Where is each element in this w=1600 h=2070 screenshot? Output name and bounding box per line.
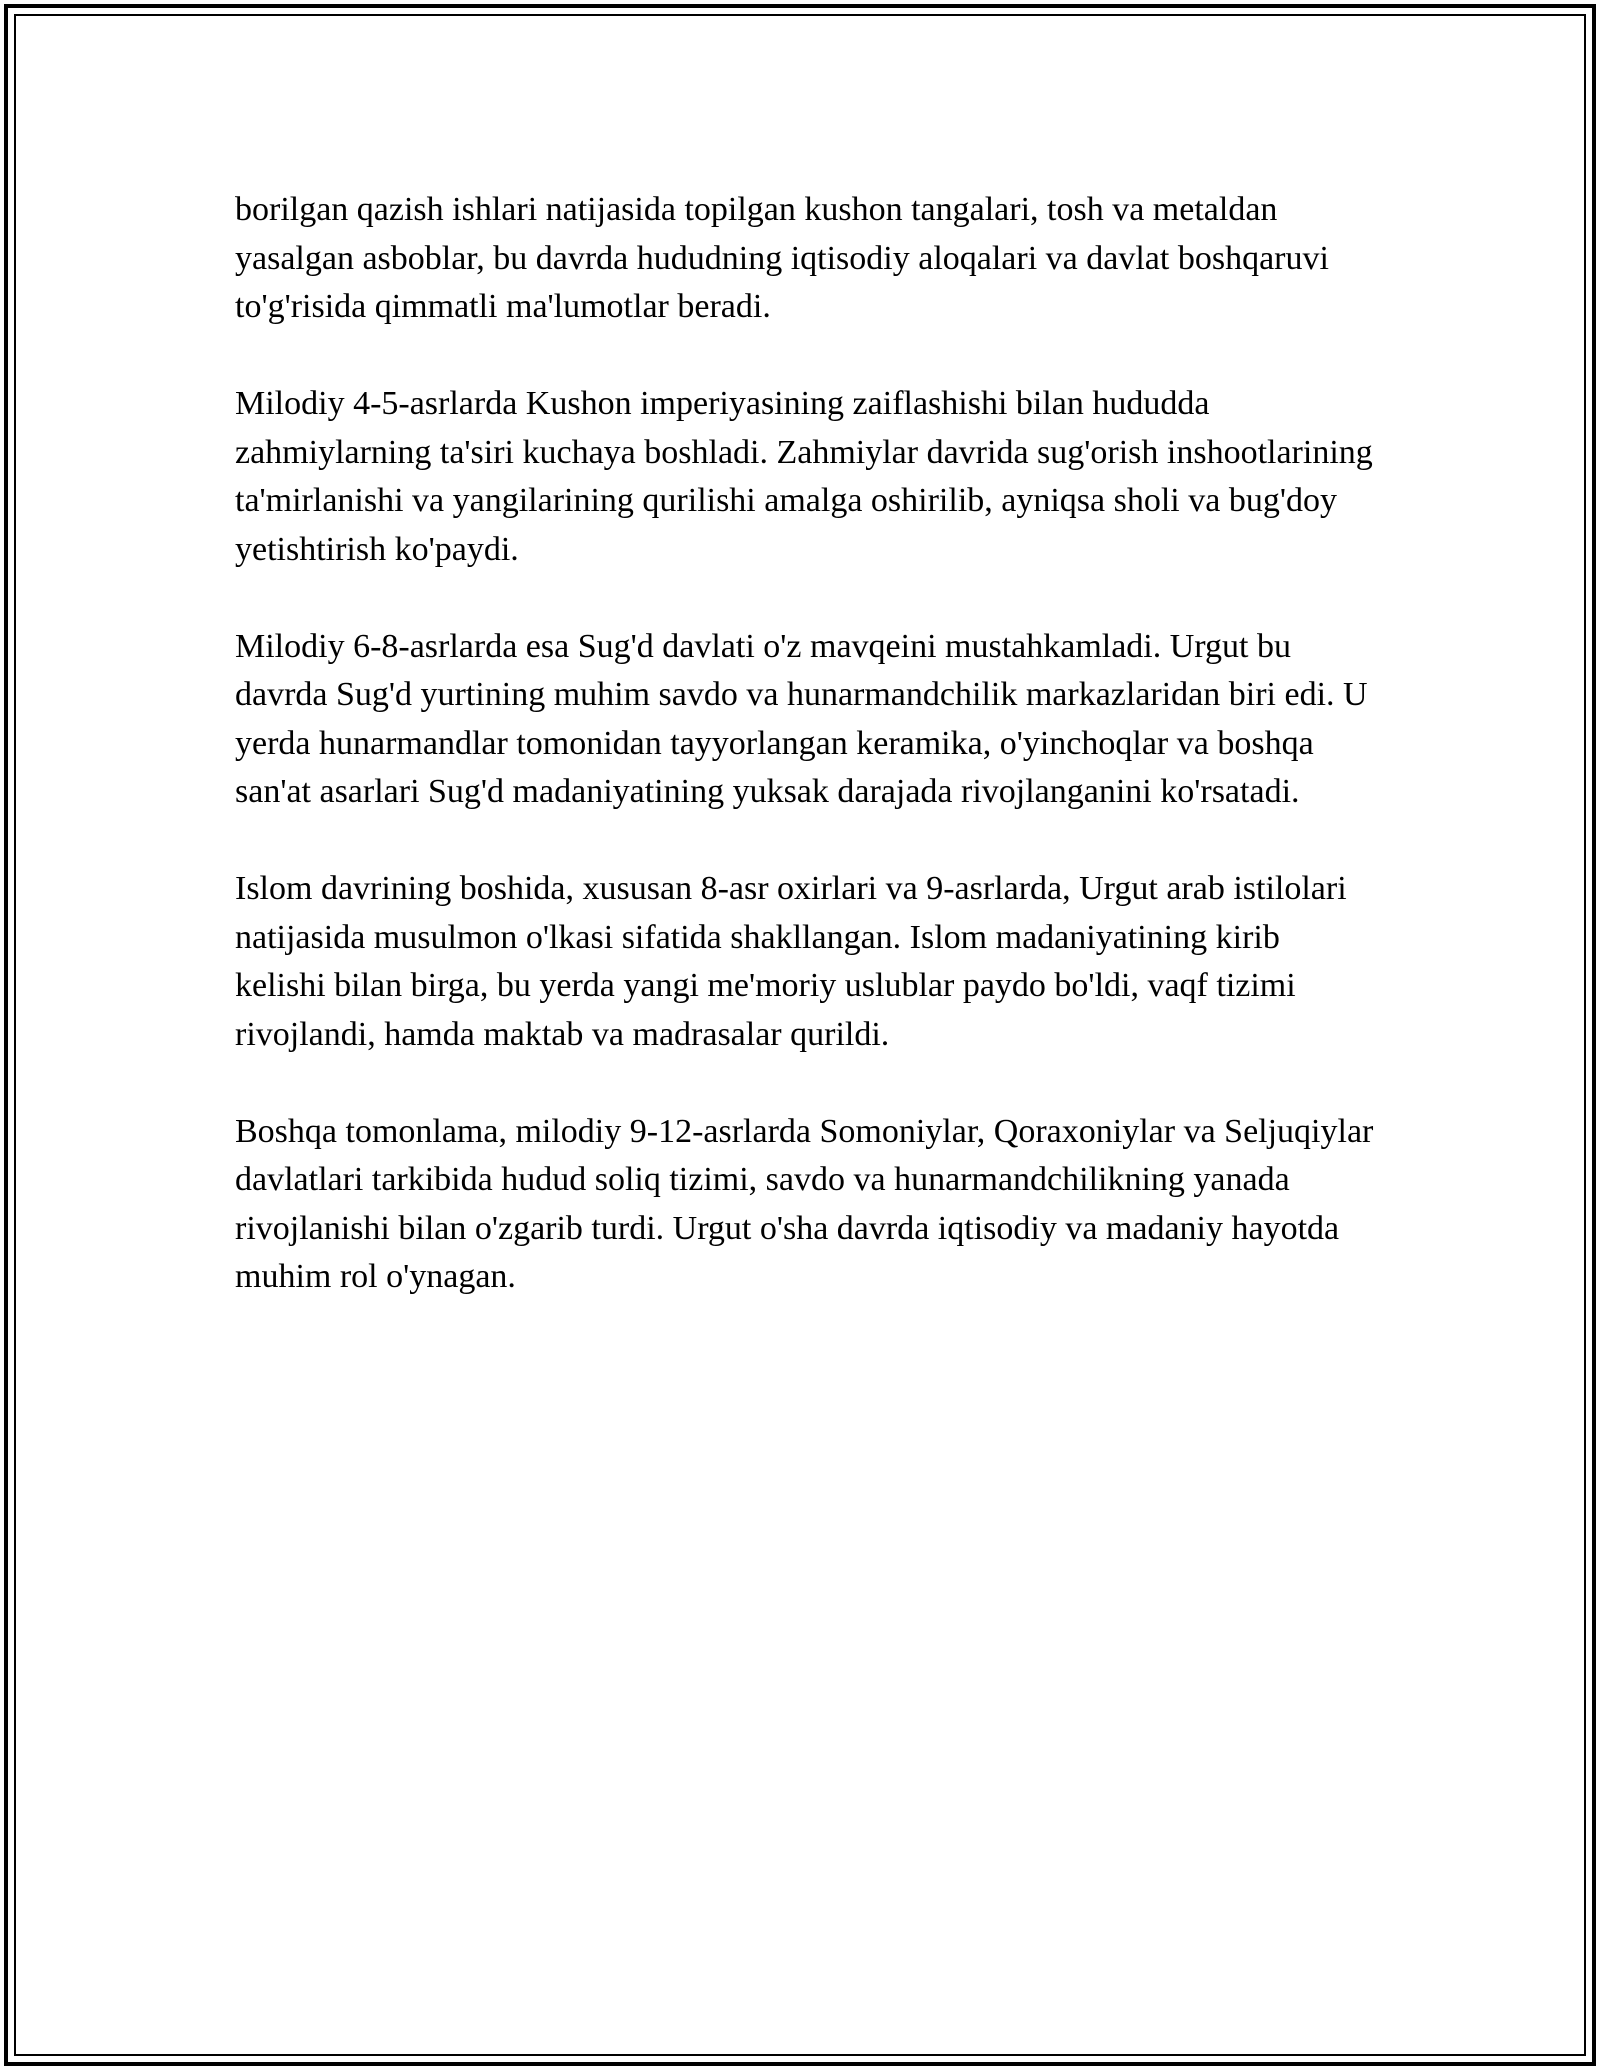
paragraph-5: Boshqa tomonlama, milodiy 9-12-asrlarda Somoniylar, Qoraxoniylar va Seljuqiylar davlatlari tarkibida hudud soliq tizimi, savdo va hunarmandchilikning yanada rivojlanishi bilan o'zgarib turdi. Urgut o'sha davrda iqtisodiy va madaniy hayotda muhim rol o'ynagan. [235,1112,1374,1295]
paragraph-3: Milodiy 6-8-asrlarda esa Sug'd davlati o'z mavqeini mustahkamladi. Urgut bu davrda Sug'd yurtining muhim savdo va hunarmandchilik markazlaridan biri edi. U yerda hunarmandlar tomonidan tayyorlangan keramika, o'yinchoqlar va boshqa san'at asarlari Sug'd madaniyatining yuksak darajada rivojlanganini ko'rsatadi. [235,627,1368,810]
paragraph-2: Milodiy 4-5-asrlarda Kushon imperiyasining zaiflashishi bilan hududda zahmiylarning ta'siri kuchaya boshladi. Zahmiylar davrida sug'orish inshootlarining ta'mirlanishi va yangilarining qurilishi amalga oshirilib, ayniqsa sholi va bug'doy yetishtirish ko'paydi. [235,385,1373,568]
document-body [235,186,1375,1302]
paragraph-4: Islom davrining boshida, xususan 8-asr oxirlari va 9-asrlarda, Urgut arab istilolari natijasida musulmon o'lkasi sifatida shakllangan. Islom madaniyatining kirib kelishi bilan birga, bu yerda yangi me'moriy uslublar paydo bo'ldi, vaqf tizimi rivojlandi, hamda maktab va madrasalar qurildi. [235,870,1347,1053]
paragraph-1: borilgan qazish ishlari natijasida topilgan kushon tangalari, tosh va metaldan yasalgan asboblar, bu davrda hududning iqtisodiy aloqalari va davlat boshqaruvi to'g'risida qimmatli ma'lumotlar beradi. [235,191,1329,325]
